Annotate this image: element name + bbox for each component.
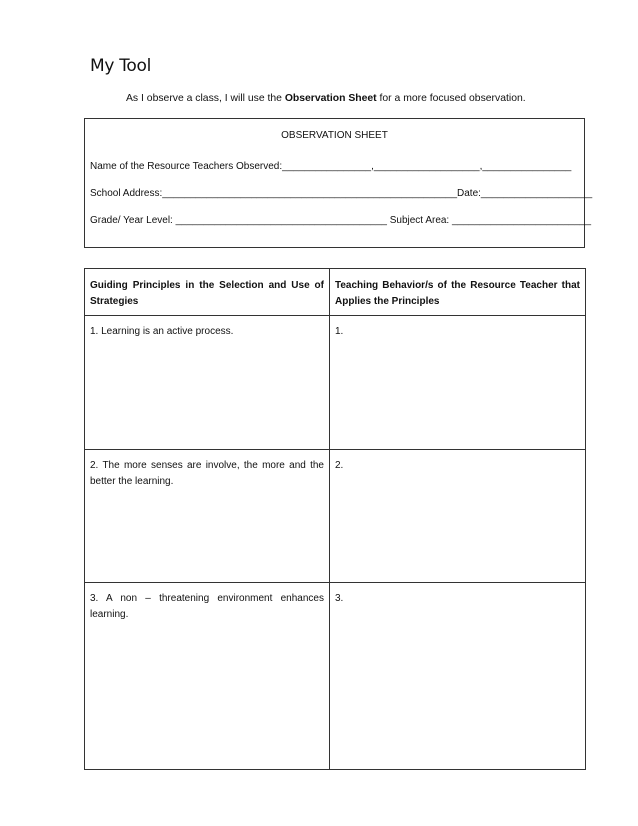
observation-sheet-heading: OBSERVATION SHEET [281, 130, 388, 141]
table-row [85, 450, 586, 583]
header-guiding-principles: Guiding Principles in the Selection and Use of Strategies [85, 269, 330, 316]
table-header-row [85, 269, 586, 316]
principle-cell: 1. Learning is an active process. [85, 316, 330, 450]
principle-cell: 2. The more senses are involve, the more and the better the learning. [85, 450, 330, 583]
table-row [85, 316, 586, 450]
school-address-line: School Address:_____________________________________________________Date:____________________ [90, 188, 593, 199]
observation-sheet-box [84, 118, 593, 248]
behavior-cell: 2. [330, 450, 586, 583]
intro-text-start: As I observe a class, I will use the [126, 93, 285, 104]
principle-cell: 3. A non – threatening environment enhances learning. [85, 583, 330, 770]
intro-text-end: for a more focused observation. [376, 93, 526, 104]
behavior-cell: 1. [330, 316, 586, 450]
grade-subject-line: Grade/ Year Level: ______________________________________ Subject Area: _________________________ [90, 215, 592, 226]
principles-table [84, 268, 586, 770]
page-title: My Tool [90, 56, 152, 76]
teachers-observed-line: Name of the Resource Teachers Observed:________________,___________________,________________ [90, 161, 572, 172]
header-teaching-behaviors: Teaching Behavior/s of the Resource Teacher that Applies the Principles [330, 269, 586, 316]
table-row [85, 583, 586, 770]
intro-text [126, 93, 526, 104]
intro-text-bold: Observation Sheet [284, 93, 377, 104]
behavior-cell: 3. [330, 583, 586, 770]
